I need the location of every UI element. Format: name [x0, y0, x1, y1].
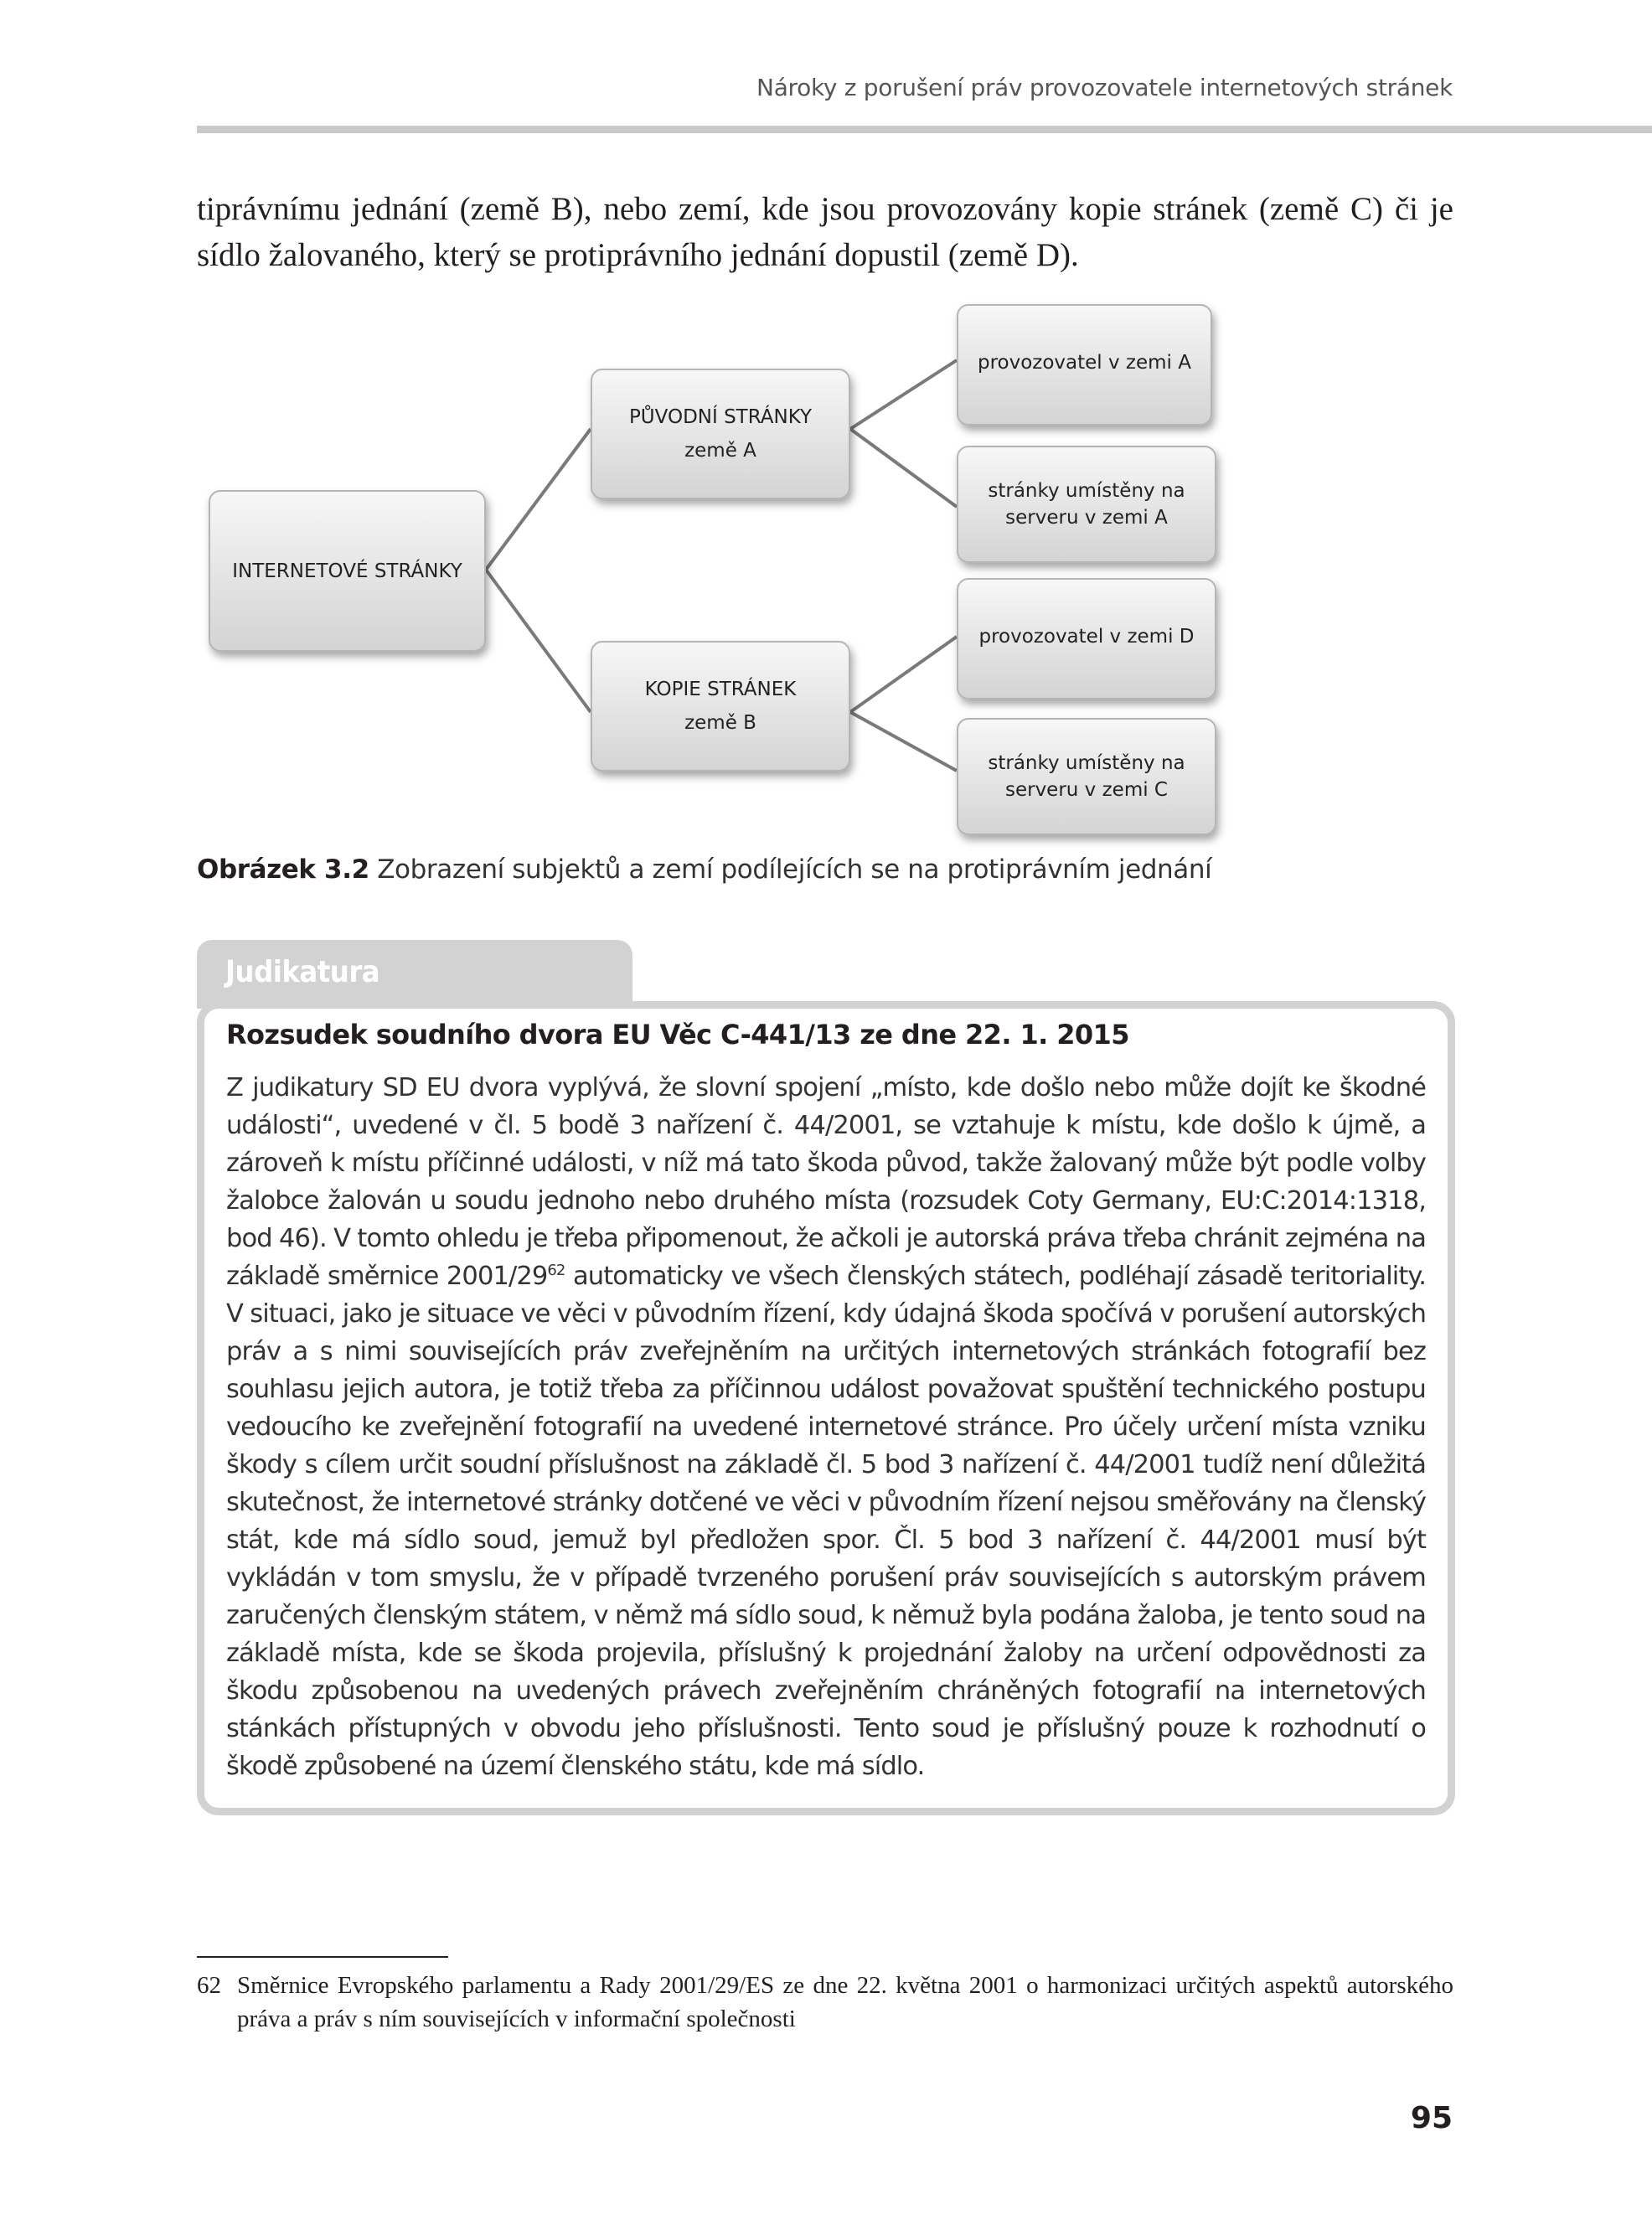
node-original-pages-country: země A [684, 440, 756, 462]
page-number: 95 [1410, 2101, 1453, 2135]
figure-caption-label: Obrázek 3.2 [197, 854, 369, 885]
footnote-text: Směrnice Evropského parlamentu a Rady 2001/29/ES ze dne 22. května 2001 o harmonizaci určitých aspektů autorského práva a práv s ním souvisejících v informační společnosti [237, 1972, 1453, 2032]
node-server-country-c [957, 718, 1216, 835]
node-operator-country-d [957, 578, 1216, 700]
judikatura-text [226, 1069, 1426, 1785]
node-server-country-a-label: stránky umístěny na serveru v zemi A [988, 480, 1185, 529]
node-operator-country-a-label: provozovatel v zemi A [977, 352, 1191, 374]
judikatura-title: Rozsudek soudního dvora EU Věc C-441/13 ze dne 22. 1. 2015 [226, 1019, 1129, 1051]
node-operator-country-d-label: provozovatel v zemi D [978, 626, 1195, 648]
node-page-copies [591, 641, 850, 772]
node-page-copies-title: KOPIE STRÁNEK [644, 679, 797, 700]
footnote [197, 1969, 1453, 2036]
connector-copies-leaf4 [850, 712, 957, 771]
connector-original-leaf1 [850, 360, 957, 429]
node-original-pages [591, 369, 850, 499]
footnote-number: 62 [197, 1972, 221, 1999]
diagram [0, 0, 1652, 854]
footnote-reference: 62 [547, 1261, 565, 1279]
body-paragraph: tiprávnímu jednání (země B), nebo zemí, kde jsou provozovány kopie stránek (země C) či je sídlo žalovaného, který se protiprávního jednání dopustil (země D). [197, 191, 1453, 273]
judikatura-text-part2: automaticky ve všech členských státech, podléhají zásadě teritoriality. V situaci, jako je situace ve věci v původním řízení, kdy údajná škoda spočívá v porušení autorských práv a s nimi souvisejících práv zveřejněním na určitých internetových stránkách fotografií bez souhlasu jejich autora, je totiž třeba za příčinnou událost považovat spuštění technického postupu vedoucího ke zveřejnění fotografií na uvedené internetové stránce. Pro účely určení místa vzniku škody s cílem určit soudní příslušnost na základě čl. 5 bod 3 nařízení č. 44/2001 tudíž není důležitá skutečnost, že internetové stránky dotčené ve věci v původním řízení nejsou směřovány na členský stát, kde má sídlo soud, jemuž byl předložen spor. Čl. 5 bod 3 nařízení č. 44/2001 musí být vykládán v tom smyslu, že v případě tvrzeného porušení práv souvisejících s autorským právem zaručených členským státem, v němž má sídlo soud, k němuž byla podána žaloba, je tento soud na základě místa, kde se škoda projevila, příslušný k projednání žaloby na určení odpovědnosti za škodu způsobenou na uvedených právech zveřejněním chráněných fotografií na internetových stánkách přístupných v obvodu jeho příslušnosti. Tento soud je příslušný pouze k rozhodnutí o škodě způsobené na území členského státu, kde má sídlo. [226, 1262, 1426, 1781]
connector-root-original [486, 429, 591, 570]
judikatura-text-part1: Z judikatury SD EU dvora vyplývá, že slovní spojení „místo, kde došlo nebo může dojít ke škodné události“, uvedené v čl. 5 bodě 3 nařízení č. 44/2001, se vztahuje k místu, kde došlo k újmě, a zároveň k místu příčinné události, v níž má tato škoda původ, takže žalovaný může být podle volby žalobce žalován u soudu jednoho nebo druhého místa (rozsudek Coty Germany, EU:C:2014:1318, bod 46). V tomto ohledu je třeba připomenout, že ačkoli je autorská práva třeba chránit zejména na základě směrnice 2001/29 [226, 1073, 1426, 1291]
node-server-country-a [957, 446, 1216, 563]
figure-caption-text: Zobrazení subjektů a zemí podílejících se na protiprávním jednání [369, 854, 1212, 885]
connector-copies-leaf3 [850, 637, 957, 712]
node-internet-pages [209, 490, 486, 652]
footnote-rule [197, 1956, 448, 1958]
figure-caption [197, 854, 1211, 885]
connector-root-copies [486, 570, 591, 712]
connector-original-leaf2 [850, 429, 957, 507]
node-original-pages-title: PŮVODNÍ STRÁNKY [628, 406, 813, 428]
running-head: Nároky z porušení práv provozovatele internetových stránek [756, 74, 1453, 101]
judikatura-tab: Judikatura [197, 940, 632, 1009]
node-internet-pages-label: INTERNETOVÉ STRÁNKY [232, 560, 462, 582]
node-page-copies-country: země B [684, 712, 756, 734]
node-server-country-c-label: stránky umístěny na serveru v zemi C [988, 752, 1185, 801]
node-operator-country-a [957, 304, 1212, 426]
